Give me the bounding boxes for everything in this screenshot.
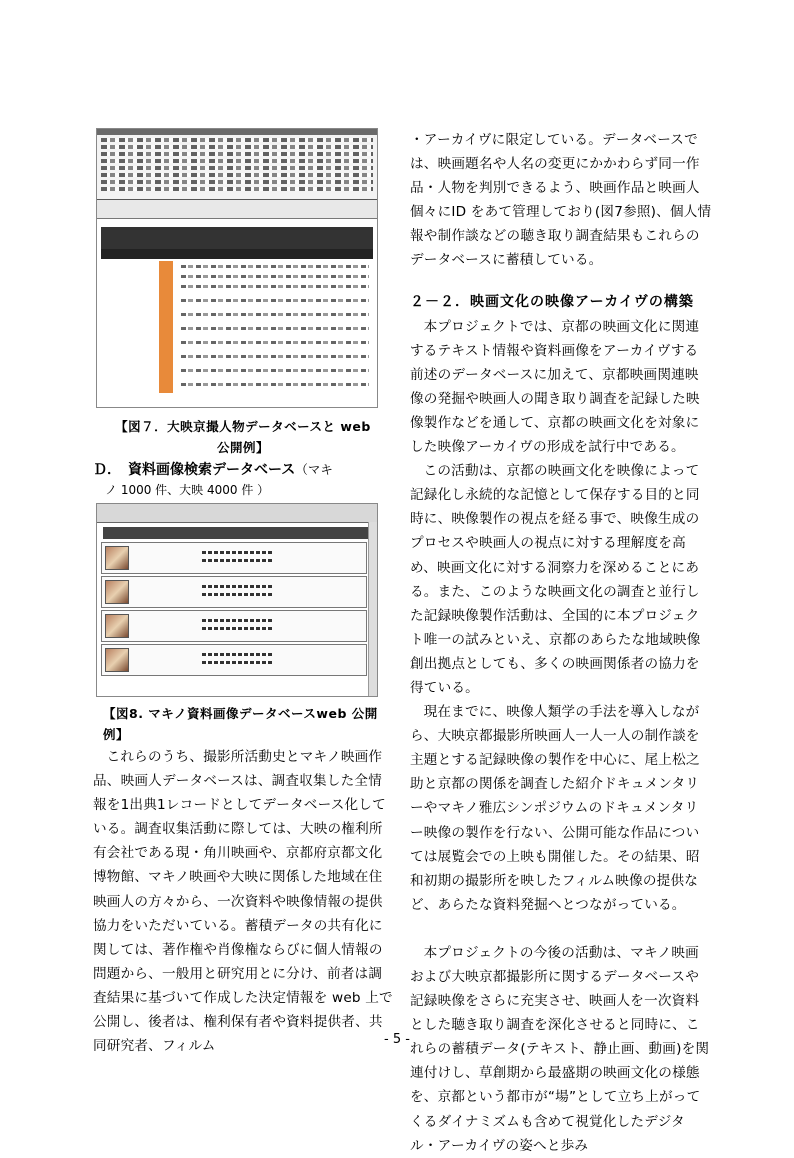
page-number: - 5 - xyxy=(384,1032,410,1047)
browser-toolbar xyxy=(97,200,377,219)
left-column xyxy=(93,128,393,1058)
browser-toolbar xyxy=(97,504,377,523)
figure-8-caption: 【図8. マキノ資料画像データベースweb 公開 例】 xyxy=(103,706,378,742)
left-paragraph: これらのうち、撮影所活動史とマキノ映画作品、映画人データベースは、調査収集した全情報を1出典1レコードとしてデータベース化している。調査収集活動に際しては、大映の権利所有会社である現・角川映画や、京都府京都文化博物館、マキノ映画や大映に関係した地域在住映画人の方々から、一次資料や映像情報の提供協力をいただいている。蓄積データの共有化に関しては、著作権や肖像権ならびに個人情報の問題から、一般用と研究用とに分け、前者は調査結果に基づいて作成した決定情報を web 上で公開し、後者は、権利保有者や資料提供者、共同研究者、フィルム xyxy=(93,749,393,1055)
right-paragraph-top: ・アーカイヴに限定している。データベースでは、映画題名や人名の変更にかかわらず同一作品・人物を判別できるよう、映画作品と映画人個々にID をあて管理しており(図7参照)、個人情報や制作談などの聴き取り調査結果もこれらのデータベースに蓄積している。 xyxy=(410,132,712,269)
spreadsheet-panel xyxy=(97,129,377,200)
section-heading: ２－２．映画文化の映像アーカイヴの構築 xyxy=(410,293,694,310)
figure-7-caption: 【図７．大映京撮人物データベースと web 公開例】 xyxy=(115,419,371,455)
right-paragraph-1: 本プロジェクトでは、京都の映画文化に関連するテキスト情報や資料画像をアーカイヴする前述のデータベースに加えて、京都映画関連映像の発掘や映画人の聞き取り調査を記録した映像製作などを通して、京都の映画文化を対象にした映像アーカイヴの形成を試行中である。 xyxy=(410,318,700,456)
right-paragraph-2: この活動は、京都の映画文化を映像によって記録化し永続的な記憶として保存する目的と同時に、映像製作の視点を経る事で、映像生成のプロセスや映画人の視点に対する理解度を高め、映画文化に対する洞察力を深めることにある。また、このような映画文化の調査と並行した記録映像製作活動は、全国的に本プロジェクト唯一の試みといえ、京都のあらたな地域映像創出拠点としても、多くの映画関係者の協力を得ている。 xyxy=(410,463,701,696)
right-paragraph-4: 本プロジェクトの今後の活動は、マキノ映画および大映京都撮影所に関するデータベースや記録映像をさらに充実させ、映画人を一次資料とした聴き取り調査を深化させると同時に、これらの蓄積データ(テキスト、静止画、動画)を関連付けし、草創期から最盛期の映画文化の様態を、京都という都市が“場”として立ち上がってくるダイナミズムも含めて視覚化したデジタル・アーカイヴの姿へと歩み xyxy=(410,944,710,1154)
section-d-title: Ｄ． 資料画像検索データベース（マキ ノ 1000 件、大映 4000 件 ） xyxy=(93,462,333,497)
web-content xyxy=(97,261,377,393)
figure-7-screenshot xyxy=(96,128,378,408)
web-banner xyxy=(101,227,373,249)
figure-8-screenshot xyxy=(96,503,378,697)
right-paragraph-3: 現在までに、映像人類学の手法を導入しながら、大映京都撮影所映画人一人一人の制作談を主題とする記録映像の製作を中心に、尾上松之助と京都の関係を調査した紹介ドキュメンタリーやマキノ雅広シンポジウムのドキュメンタリー映像の製作を行ない、公開可能な作品については展覧会での上映も開催した。その結果、昭和初期の撮影所を映したフィルム映像の提供など、あらたな資料発掘へとつながっている。 xyxy=(410,704,700,913)
scrollbar xyxy=(368,522,377,696)
right-column xyxy=(410,128,712,1158)
